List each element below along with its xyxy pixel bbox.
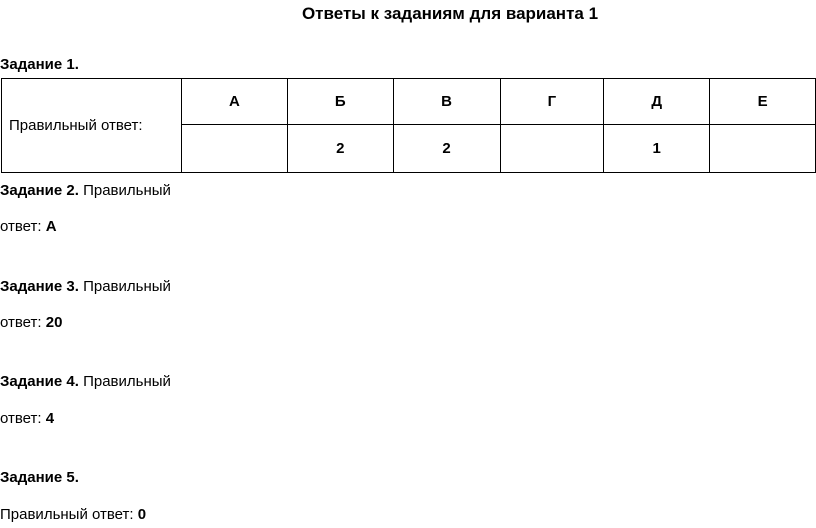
- task4-text: Правильный: [78, 373, 171, 390]
- answer-table: [1, 78, 816, 173]
- task4-answer: 4: [45, 410, 55, 427]
- task4-line1: [0, 373, 171, 390]
- answer-cell: [500, 125, 604, 173]
- task2-text: Правильный: [78, 182, 171, 199]
- page-title: Ответы к заданиям для варианта 1: [301, 4, 599, 23]
- column-header: Б: [287, 79, 393, 125]
- task2-line1: [0, 182, 171, 199]
- task5-answer: 0: [137, 506, 147, 523]
- task3-line2: [0, 314, 62, 331]
- column-header: Д: [604, 79, 710, 125]
- task5-line2: [0, 506, 146, 523]
- task3-text: Правильный: [78, 278, 171, 295]
- answer-cell: 2: [393, 125, 500, 173]
- task5-heading: Задание 5.: [0, 469, 79, 486]
- task2-heading: Задание 2.: [0, 182, 79, 199]
- answer-cell: [710, 125, 816, 173]
- task5-answer-label: Правильный ответ:: [0, 506, 138, 523]
- column-header: А: [182, 79, 288, 125]
- task1-heading: Задание 1.: [0, 56, 79, 73]
- answer-cell: [182, 125, 288, 173]
- answer-cell: 2: [287, 125, 393, 173]
- task3-answer: 20: [45, 314, 63, 331]
- task2-answer: А: [45, 218, 57, 235]
- column-header: Г: [500, 79, 604, 125]
- column-header: Е: [710, 79, 816, 125]
- task3-answer-label: ответ:: [0, 314, 46, 331]
- answer-cell: 1: [604, 125, 710, 173]
- task4-line2: [0, 410, 54, 427]
- table-header-row: [2, 79, 816, 125]
- task4-heading: Задание 4.: [0, 373, 79, 390]
- task2-line2: [0, 218, 57, 235]
- task4-answer-label: ответ:: [0, 410, 46, 427]
- task3-line1: [0, 278, 171, 295]
- task3-heading: Задание 3.: [0, 278, 79, 295]
- task2-answer-label: ответ:: [0, 218, 46, 235]
- column-header: В: [393, 79, 500, 125]
- correct-answer-label: Правильный ответ:: [2, 79, 182, 173]
